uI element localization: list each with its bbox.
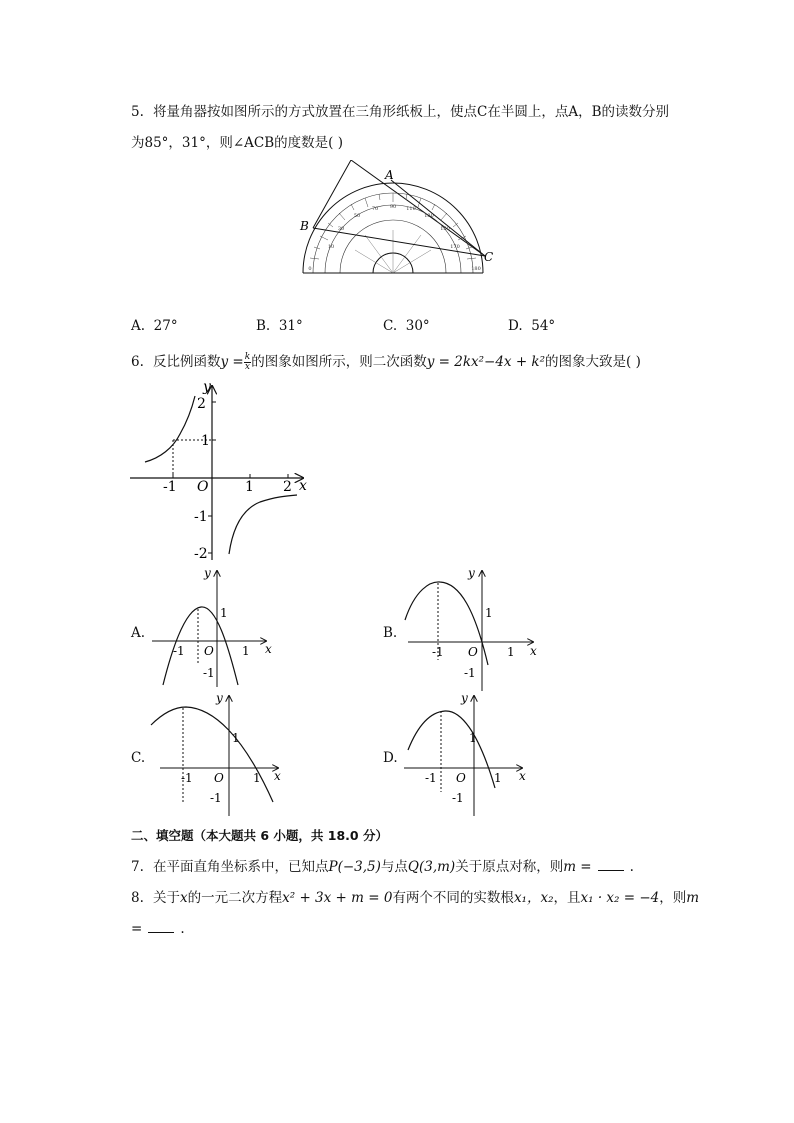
svg-text:170: 170 xyxy=(450,244,460,250)
q6-option-a-graph[interactable] xyxy=(148,565,278,690)
q6-fn2: y = 2kx²−4x + k² xyxy=(426,354,546,370)
parabola xyxy=(151,707,273,802)
tick-yneg1: -1 xyxy=(194,509,208,525)
q7-text-c: 关于原点对称，则 xyxy=(455,859,564,875)
x1-label: 1 xyxy=(494,771,502,785)
q6-option-c-letter[interactable]: C. xyxy=(131,750,146,766)
q6-option-b-letter[interactable]: B. xyxy=(383,625,398,641)
q8-text-b: 的一元二次方程 xyxy=(187,890,283,906)
q8-text-e: ，则 xyxy=(659,890,687,906)
q5-line2 xyxy=(131,133,343,153)
yneg1-label: -1 xyxy=(452,791,464,805)
q8-equation: x² + 3x + m = 0 xyxy=(282,890,393,906)
q5-option-d[interactable] xyxy=(508,318,555,334)
xneg1-label: -1 xyxy=(425,771,437,785)
q6-option-c-graph[interactable] xyxy=(148,690,288,820)
tick-y1: 1 xyxy=(201,433,210,449)
q7-point-p: P(−3,5) xyxy=(328,859,381,875)
q6-option-a-letter[interactable]: A. xyxy=(131,625,146,641)
tick-x2: 2 xyxy=(283,479,292,495)
q6-option-b-graph[interactable] xyxy=(400,565,545,695)
q8-equals: = xyxy=(131,921,143,937)
xneg1-label: -1 xyxy=(432,645,444,659)
tick-y2: 2 xyxy=(197,396,206,412)
svg-text:0: 0 xyxy=(308,266,312,272)
q8-text-d: ，且 xyxy=(553,890,581,906)
option-text: 27° xyxy=(153,318,178,334)
q5-stem-line1: 将量角器按如图所示的方式放置在三角形纸板上，使点C在半圆上，点A，B的读数分别 xyxy=(153,104,669,120)
q7-text-b: 与点 xyxy=(380,859,408,875)
x-label: x xyxy=(265,642,272,656)
frac-den: x xyxy=(244,362,250,372)
svg-text:110: 110 xyxy=(406,206,416,212)
y-label: y xyxy=(461,691,468,705)
x1-label: 1 xyxy=(242,644,250,658)
q5-stem-line2: 为85°，31°，则∠ACB的度数是( ) xyxy=(131,135,343,151)
svg-text:130: 130 xyxy=(424,213,434,219)
option-letter: A. xyxy=(131,318,146,334)
o-label: O xyxy=(204,644,214,658)
option-letter: C. xyxy=(383,318,398,334)
svg-text:180: 180 xyxy=(471,266,481,272)
q8-x: x xyxy=(180,890,188,906)
q8-roots: x₁，x₂ xyxy=(513,890,554,906)
o-label: O xyxy=(214,771,224,785)
q8-m: m xyxy=(686,890,700,906)
q6-text-a: 反比例函数 xyxy=(153,354,221,370)
x-label: x xyxy=(274,769,281,783)
y-label: y xyxy=(204,566,211,580)
y-label: y xyxy=(468,566,475,580)
option-text: 30° xyxy=(405,318,430,334)
svg-text:10: 10 xyxy=(327,244,335,250)
svg-text:70: 70 xyxy=(371,206,379,212)
q8-text-c: 有两个不同的实数根 xyxy=(392,890,514,906)
q8-number: 8. xyxy=(131,890,144,906)
label-b: B xyxy=(300,219,309,233)
q6-number: 6. xyxy=(131,354,144,370)
o-label: O xyxy=(468,645,478,659)
xneg1-label: -1 xyxy=(181,771,193,785)
o-label: O xyxy=(456,771,466,785)
label-c: C xyxy=(484,250,494,264)
q8-answer-blank[interactable] xyxy=(148,920,174,933)
q8-end: . xyxy=(180,921,185,937)
x-label: x xyxy=(530,644,537,658)
q7-line xyxy=(131,857,634,877)
y-label: y xyxy=(216,691,223,705)
option-letter: B. xyxy=(256,318,271,334)
q8-line1 xyxy=(131,888,699,908)
x-axis-label: x xyxy=(299,478,307,494)
y1-label: 1 xyxy=(485,606,493,620)
q5-number: 5. xyxy=(131,104,144,120)
q6-fn1: y = xyxy=(220,354,244,370)
option-letter: D. xyxy=(508,318,523,334)
q5-option-c[interactable] xyxy=(383,318,430,334)
q6-text-b: 的图象如图所示，则二次函数 xyxy=(251,354,427,370)
q7-point-q: Q(3,m) xyxy=(407,859,456,875)
svg-text:30: 30 xyxy=(337,226,345,232)
option-text: 31° xyxy=(278,318,303,334)
q6-option-d-graph[interactable] xyxy=(400,690,535,820)
yneg1-label: -1 xyxy=(203,666,215,680)
q6-line xyxy=(131,352,641,372)
label-a: A xyxy=(385,168,394,182)
yneg1-label: -1 xyxy=(464,666,476,680)
q8-line2 xyxy=(131,919,185,939)
yneg1-label: -1 xyxy=(210,791,222,805)
y1-label: 1 xyxy=(469,731,477,745)
hyperbola-branch-2nd-quadrant xyxy=(145,396,195,462)
parabola xyxy=(408,711,495,788)
q5-option-a[interactable] xyxy=(131,318,178,334)
q6-option-d-letter[interactable]: D. xyxy=(383,750,398,766)
q7-end: . xyxy=(629,859,634,875)
q7-text-a: 在平面直角坐标系中，已知点 xyxy=(153,859,329,875)
q8-text-a: 关于 xyxy=(153,890,180,906)
tick-yneg2: -2 xyxy=(194,546,208,562)
q7-answer-blank[interactable] xyxy=(598,858,624,871)
option-text: 54° xyxy=(531,318,556,334)
q6-inverse-graph xyxy=(125,378,315,563)
segment-bc xyxy=(313,228,485,256)
q7-number: 7. xyxy=(131,859,144,875)
origin-label: O xyxy=(197,479,209,495)
hyperbola-branch-4th-quadrant xyxy=(229,495,297,554)
q5-line1 xyxy=(131,102,669,122)
svg-text:150: 150 xyxy=(440,226,450,232)
x1-label: 1 xyxy=(507,645,515,659)
section-heading: 二、填空题（本大题共 6 小题，共 18.0 分） xyxy=(131,828,388,843)
x-label: x xyxy=(519,769,526,783)
svg-text:50: 50 xyxy=(353,213,361,219)
q5-option-b[interactable] xyxy=(256,318,303,334)
tick-x1: 1 xyxy=(245,479,254,495)
y1-label: 1 xyxy=(232,731,240,745)
x1-label: 1 xyxy=(253,771,261,785)
q5-protractor-figure xyxy=(295,160,500,280)
svg-text:90: 90 xyxy=(389,204,397,210)
y-axis-label: y xyxy=(203,379,211,395)
xneg1-label: -1 xyxy=(173,644,185,658)
frac-num: k xyxy=(244,352,251,362)
q6-text-c: 的图象大致是( ) xyxy=(545,354,641,370)
q7-m: m = xyxy=(563,859,592,875)
q8-product: x₁ · x₂ = −4 xyxy=(580,890,660,906)
y1-label: 1 xyxy=(220,606,228,620)
tick-xneg1: -1 xyxy=(163,479,177,495)
